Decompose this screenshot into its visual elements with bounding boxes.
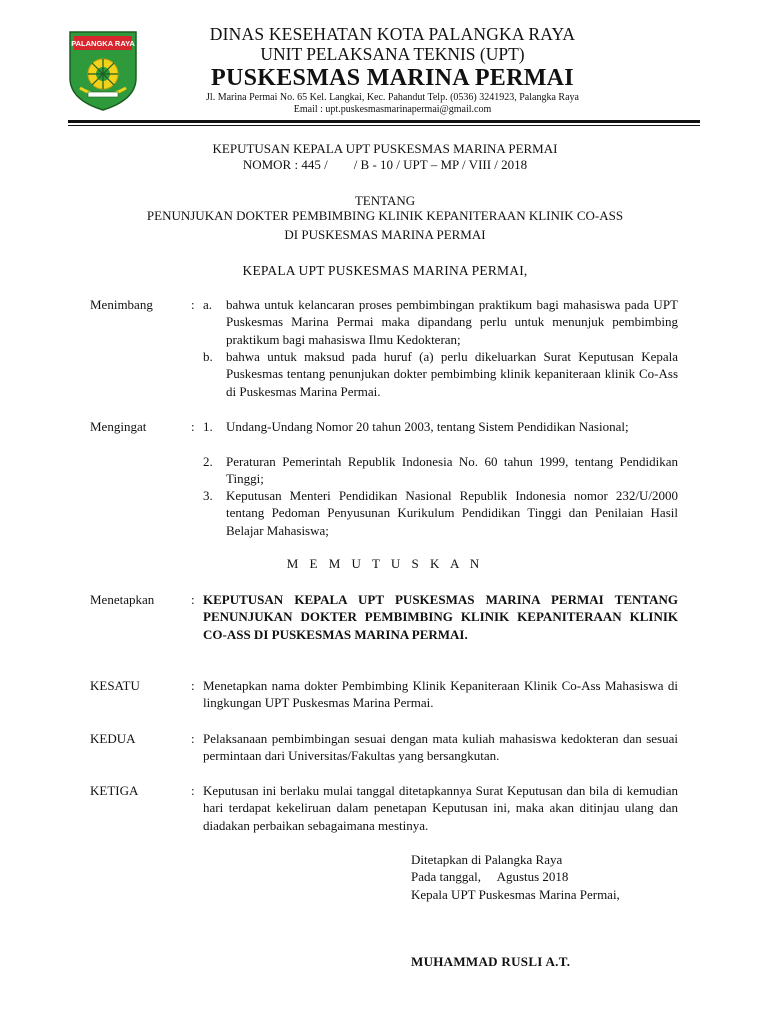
letterhead [150,24,635,116]
colon: : [191,678,195,693]
list-marker: b. [203,349,213,364]
decree-number: NOMOR : 445 / / B - 10 / UPT – MP / VIII / 2018 [242,157,528,172]
menetapkan-text: KEPUTUSAN KEPALA UPT PUSKESMAS MARINA PERMAI TENTANG PENUNJUKAN DOKTER PEMBIMBING KLINIK KEPANITERAAN KLINIK CO-ASS DI PUSKESMAS MARINA PERMAI. [203,592,678,642]
colon: : [191,297,195,312]
subject-line-1: PENUNJUKAN DOKTER PEMBIMBING KLINIK KEPANITERAAN KLINIK CO-ASS [146,208,624,223]
menimbang-label: Menimbang [90,297,153,312]
signature-position: Kepala UPT Puskesmas Marina Permai, [411,887,620,902]
colon: : [191,783,195,798]
colon: : [191,419,195,434]
colon: : [191,731,195,746]
subject-line-2: DI PUSKESMAS MARINA PERMAI [284,227,486,242]
signature-date: Pada tanggal, Agustus 2018 [411,869,569,884]
mengingat-label: Mengingat [90,419,147,434]
colon: : [191,592,195,607]
kesatu-text: Menetapkan nama dokter Pembimbing Klinik Kepaniteraan Klinik Co-Ass Mahasiswa di lingkungan UPT Puskesmas Marina Permai. [203,678,678,711]
agency-name: DINAS KESEHATAN KOTA PALANGKA RAYA [209,24,576,44]
email: Email : upt.puskesmasmarinapermai@gmail.com [293,104,492,115]
kedua-text: Pelaksanaan pembimbingan sesuai dengan mata kuliah mahasiswa kedokteran dan sesuai permintaan dari Universitas/Fakultas yang bersangkutan. [203,731,678,764]
ketiga-text: Keputusan ini berlaku mulai tanggal ditetapkannya Surat Keputusan dan bila di kemudian hari terdapat kekeliruan dalam penetapan Keputusan ini, maka akan ditinjau ulang dan diadakan perbaikan sebagaimana mestinya. [203,783,678,833]
list-marker: 1. [203,419,213,434]
unit-name: UNIT PELAKSANA TEKNIS (UPT) [260,44,525,64]
letterhead-rule-thin [68,125,700,126]
kedua-label: KEDUA [90,731,136,746]
menimbang-item-b: bahwa untuk maksud pada huruf (a) perlu dikeluarkan Surat Keputusan Kepala Puskesmas tentang penunjukan dokter pembimbing klinik kepaniteraan klinik Co-Ass di Puskesmas Marina Permai. [226,349,678,399]
letterhead-rule-thick [68,120,700,123]
memutuskan-heading: M E M U T U S K A N [286,556,484,571]
tentang-heading: TENTANG [354,193,416,208]
decree-title: KEPUTUSAN KEPALA UPT PUSKESMAS MARINA PERMAI [212,141,558,156]
address: Jl. Marina Permai No. 65 Kel. Langkai, Kec. Pahandut Telp. (0536) 3241923, Palangka Raya [206,92,579,103]
mengingat-item-2: Peraturan Pemerintah Republik Indonesia No. 60 tahun 1999, tentang Pendidikan Tinggi; [226,454,678,487]
ketiga-label: KETIGA [90,783,139,798]
kesatu-label: KESATU [90,678,140,693]
list-marker: 2. [203,454,213,469]
menetapkan-label: Menetapkan [90,592,155,607]
menimbang-item-a: bahwa untuk kelancaran proses pembimbingan praktikum bagi mahasiswa pada UPT Puskesmas Marina Permai maka dipandang perlu untuk menunjuk pembimbing praktikum bagi mahasiswa Ilmu Kedokteran; [226,297,678,347]
signer-name: MUHAMMAD RUSLI A.T. [411,954,571,969]
authority-heading: KEPALA UPT PUSKESMAS MARINA PERMAI, [242,263,528,278]
list-marker: a. [203,297,213,312]
logo-text: PALANGKA RAYA [71,39,135,48]
signature-place: Ditetapkan di Palangka Raya [411,852,563,867]
institution-name: PUSKESMAS MARINA PERMAI [211,65,574,91]
mengingat-item-1: Undang-Undang Nomor 20 tahun 2003, tentang Sistem Pendidikan Nasional; [226,419,629,434]
mengingat-item-3: Keputusan Menteri Pendidikan Nasional Republik Indonesia nomor 232/U/2000 tentang Pedoman Penyusunan Kurikulum Pendidikan Tinggi dan Penilaian Hasil Belajar Mahasiswa; [226,488,678,538]
city-emblem-logo [66,26,140,112]
list-marker: 3. [203,488,213,503]
